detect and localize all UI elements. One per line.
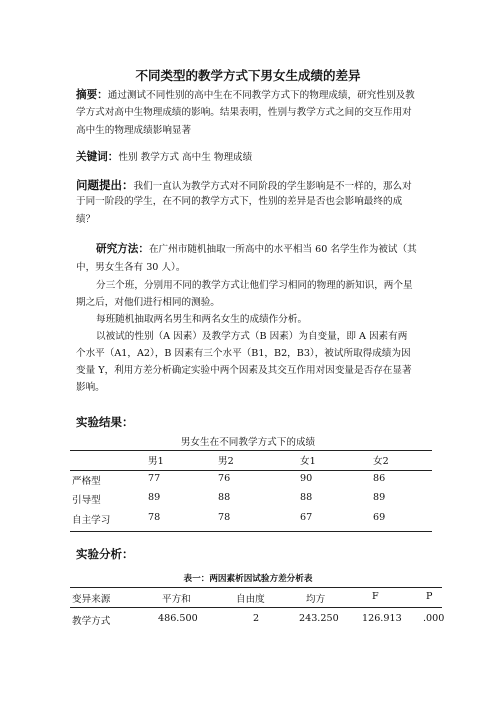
method-line-2: 中，男女生各有 30 人）。 — [76, 262, 186, 273]
method-p3-line-1: 每班随机抽取两名男生和两名女生的成绩作分析。 — [96, 314, 308, 325]
analysis-cell: 486.500 — [158, 613, 198, 624]
analysis-cell: 2 — [253, 613, 260, 624]
results-cell: 76 — [218, 473, 231, 484]
document-title: 不同类型的教学方式下男女生成绩的差异 — [135, 68, 361, 83]
keywords-label: 关键词： — [76, 151, 119, 163]
keywords-text: 性别 教学方式 高中生 物理成绩 — [118, 152, 253, 163]
analysis-col-header: 变异来源 — [72, 594, 111, 605]
analysis-col-header: F — [372, 591, 379, 602]
results-cell: 78 — [218, 512, 231, 523]
method-line-1: 研究方法：在广州市随机抽取一所高中的水平相当 60 名学生作为被试（其 — [96, 243, 417, 255]
abstract-label: 摘要： — [76, 89, 108, 101]
results-cell: 89 — [373, 492, 386, 503]
abstract-line-3: 高中生的物理成绩影响显著 — [76, 125, 192, 136]
analysis-row-label: 教学方式 — [72, 616, 111, 627]
results-row-label: 自主学习 — [72, 515, 111, 526]
analysis-cell: 243.250 — [299, 613, 339, 624]
abstract-line-1: 摘要：通过测试不同性别的高中生在不同教学方式下的物理成绩，研究性别及教 — [76, 89, 415, 101]
results-row-label: 严格型 — [72, 476, 101, 487]
question-line-1: 问题提出：我们一直认为教学方式对不同阶段的学生影响是不一样的，那么对 — [76, 178, 412, 192]
analysis-col-header: 自由度 — [236, 594, 265, 605]
analysis-cell: 126.913 — [362, 613, 402, 624]
results-col-header: 女2 — [373, 456, 389, 467]
results-cell: 90 — [300, 473, 313, 484]
results-cell: 78 — [148, 512, 161, 523]
results-cell: 67 — [300, 512, 313, 523]
analysis-col-header: P — [426, 591, 433, 602]
results-col-header: 男1 — [148, 456, 164, 467]
analysis-cell: .000 — [423, 613, 445, 624]
method-p2-line-2: 期之后，对他们进行相同的测验。 — [76, 297, 220, 308]
results-cell: 86 — [373, 473, 386, 484]
method-p4-line-2: 个水平（A1，A2），B 因素有三个水平（B1，B2，B3），被试所取得成绩为因 — [76, 348, 411, 359]
question-line-2: 于同一阶段的学生，在不同的教学方式下，性别的差异是否也会影响最终的成 — [76, 196, 403, 207]
analysis-heading: 实验分析： — [76, 547, 134, 561]
results-cell: 69 — [373, 512, 386, 523]
results-cell: 77 — [148, 473, 161, 484]
question-line-3: 绩？ — [76, 214, 96, 225]
results-caption: 男女生在不同教学方式下的成绩 — [180, 437, 316, 448]
results-table — [70, 450, 432, 532]
method-p4-line-4: 影响。 — [76, 382, 105, 393]
results-cell: 88 — [300, 492, 313, 503]
method-p4-line-3: 变量 Y，利用方差分析确定实验中两个因素及其交互作用对因变量是否存在显著 — [76, 365, 412, 376]
question-label: 问题提出： — [76, 178, 134, 192]
analysis-table — [70, 587, 445, 637]
analysis-caption: 表一：两因素析因试验方差分析表 — [183, 574, 313, 584]
analysis-col-header: 平方和 — [162, 594, 191, 605]
method-label: 研究方法： — [96, 243, 149, 255]
method-p2-line-1: 分三个班，分别用不同的教学方式让他们学习相同的物理的新知识，两个星 — [96, 280, 413, 291]
abstract-line-2: 学方式对高中生物理成绩的影响。结果表明，性别与教学方式之间的交互作用对 — [76, 107, 412, 118]
analysis-col-header: 均方 — [306, 594, 326, 605]
keywords-line — [76, 148, 252, 168]
results-col-header: 男2 — [218, 456, 234, 467]
results-row-label: 引导型 — [72, 495, 101, 506]
results-cell: 88 — [218, 492, 231, 503]
results-col-header: 女1 — [300, 456, 316, 467]
results-heading: 实验结果： — [76, 415, 134, 429]
method-p4-line-1: 以被试的性别（A 因素）及教学方式（B 因素）为自变量，即 A 因素有两 — [96, 331, 408, 342]
results-cell: 89 — [148, 492, 161, 503]
